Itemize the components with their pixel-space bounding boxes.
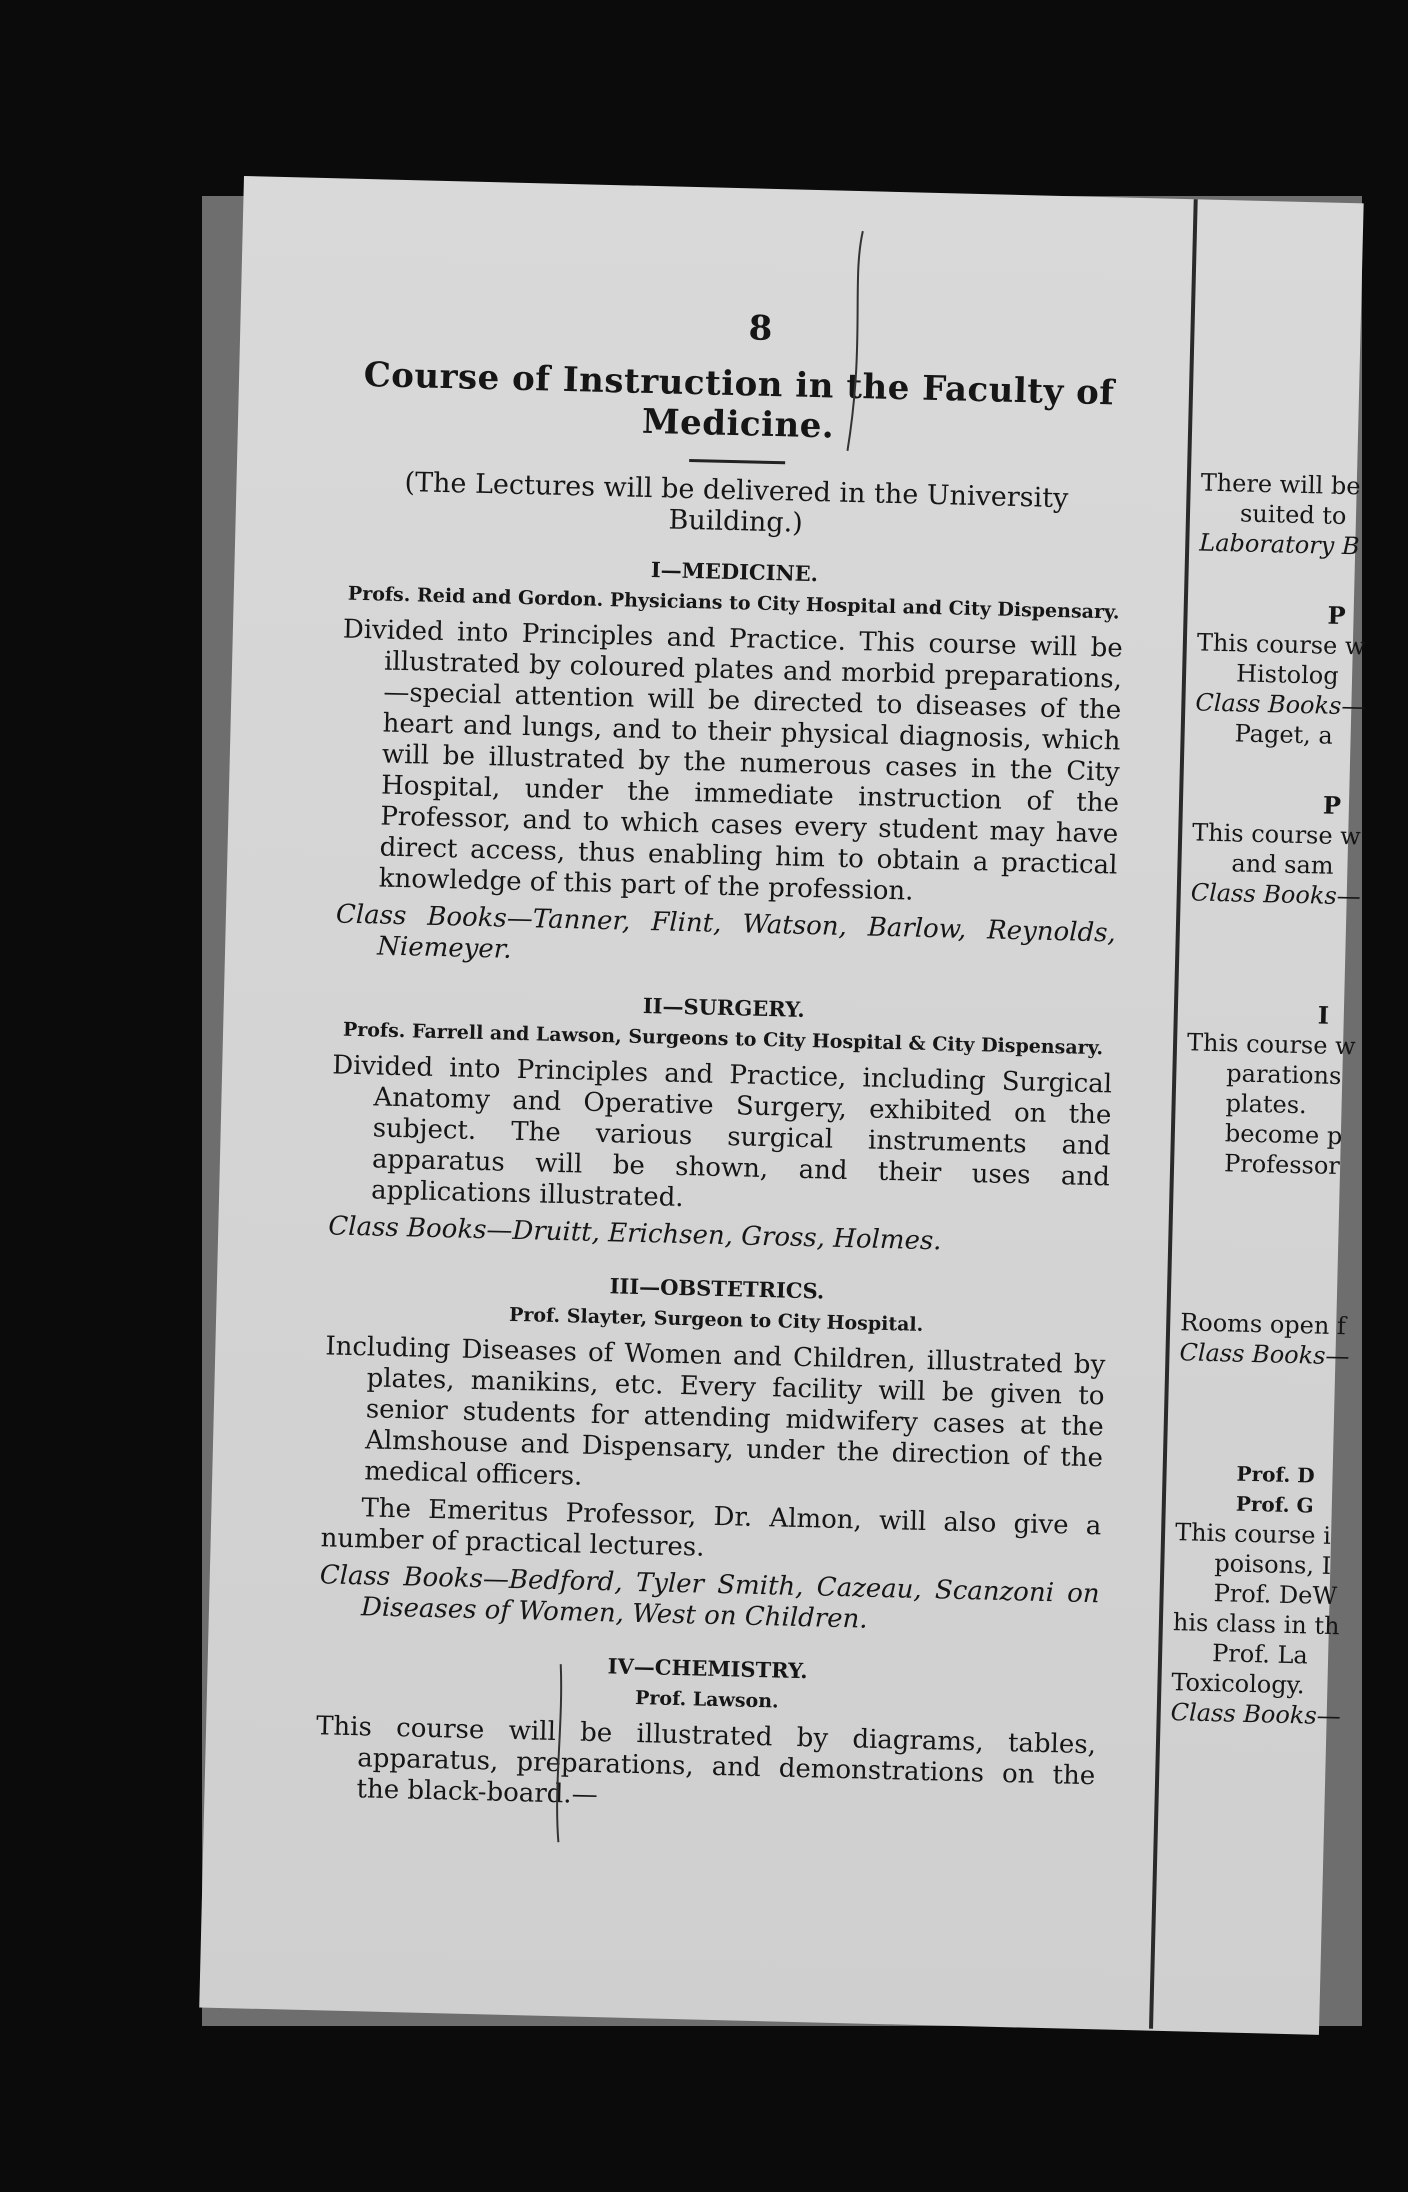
section-title: IV—CHEMISTRY. bbox=[607, 1653, 808, 1684]
section-paragraph: Divided into Principles and Practice, including Surgical Anatomy and Operative Surgery, exhibited on the subject. The various surgical instruments and apparatus will be shown, and their uses and applications illustrated. bbox=[331, 1050, 1113, 1214]
section-medicine bbox=[335, 550, 1125, 981]
right-column-line: Class Books— bbox=[1179, 1338, 1350, 1371]
spacer bbox=[1182, 1177, 1384, 1272]
section-chemistry bbox=[314, 1646, 1098, 1823]
right-column-line: Class Books— bbox=[1195, 688, 1366, 721]
right-column-line: Histolog bbox=[1235, 659, 1339, 690]
section-paragraph: This course will be illustrated by diagrams, tables, apparatus, preparations, and demonstrations on the the black-board.— bbox=[315, 1711, 1097, 1811]
section-title: II—SURGERY. bbox=[642, 992, 806, 1022]
section-professors: Profs. Farrell and Lawson, Surgeons to City Hospital & City Dispensary. bbox=[342, 1018, 1104, 1060]
right-column-line: Laboratory B bbox=[1198, 528, 1360, 561]
section-paragraph: The Emeritus Professor, Dr. Almon, will also give a number of practical lectures. bbox=[320, 1493, 1102, 1563]
section-paragraph: Divided into Principles and Practice. This course will be illustrated by coloured plates and morbid preparations,—special attention will be directed to diseases of the heart and lungs, and to their physical diagnosis, which will be illustrated by the numerous cases in the City Hospital, under the immediate instruction of the Professor, and to which cases every student may have direct access, thus enabling him to obtain a practical knowledge of this part of the profession. bbox=[342, 614, 1124, 907]
class-books: Class Books—Druitt, Erichsen, Gross, Holmes. bbox=[327, 1211, 942, 1257]
right-column-line: This course w bbox=[1196, 628, 1366, 661]
right-column-line: Professor bbox=[1223, 1149, 1341, 1181]
scanned-page bbox=[199, 176, 1366, 2035]
left-column bbox=[314, 299, 1131, 1824]
right-column-line: suited to bbox=[1239, 499, 1347, 531]
right-column-line: P bbox=[1327, 600, 1346, 631]
spacer bbox=[1193, 747, 1394, 792]
page-subtitle: (The Lectures will be delivered in the University Building.) bbox=[404, 467, 1069, 539]
right-column-line: become p bbox=[1224, 1119, 1343, 1151]
class-books: Class Books—Bedford, Tyler Smith, Cazeau, Scanzoni on Diseases of Women, West on Children. bbox=[319, 1560, 1100, 1635]
right-column-line: Prof. DeW bbox=[1213, 1579, 1338, 1611]
right-column-line: Prof. D bbox=[1236, 1461, 1315, 1488]
section-surgery bbox=[328, 985, 1114, 1261]
section-title: III—OBSTETRICS. bbox=[609, 1273, 825, 1304]
class-books: Class Books—Tanner, Flint, Watson, Barlow, Reynolds, Niemeyer. bbox=[335, 899, 1117, 965]
right-column-line: plates. bbox=[1225, 1089, 1308, 1120]
spacer bbox=[1198, 557, 1399, 602]
section-paragraph: Including Diseases of Women and Children, illustrated by plates, manikins, etc. Every facility will be given to senior students for attending midwifery cases at the Almshouse and Dispensary, under the direction of the medical officers. bbox=[325, 1331, 1106, 1492]
right-column-line: This course w bbox=[1186, 1028, 1357, 1061]
right-column-line: Prof. G bbox=[1235, 1491, 1314, 1518]
section-professors: Profs. Reid and Gordon. Physicians to City Hospital and City Dispensary. bbox=[347, 582, 1120, 624]
right-column-line: Paget, a bbox=[1234, 719, 1334, 750]
right-column-line: This course w bbox=[1191, 818, 1362, 851]
right-column-line: Prof. La bbox=[1211, 1639, 1309, 1670]
page-number: 8 bbox=[748, 308, 773, 349]
right-column-line: Rooms open f bbox=[1179, 1308, 1347, 1341]
spacer bbox=[1177, 1367, 1379, 1462]
right-column bbox=[1170, 467, 1401, 1732]
section-obstetrics bbox=[319, 1266, 1107, 1641]
right-column-line: This course i bbox=[1174, 1518, 1332, 1550]
right-column-line: his class in th bbox=[1172, 1608, 1340, 1641]
section-title: I—MEDICINE. bbox=[650, 557, 819, 587]
right-column-line: I bbox=[1317, 1000, 1330, 1030]
section-professors: Prof. Lawson. bbox=[634, 1687, 779, 1713]
right-column-line: and sam bbox=[1231, 849, 1334, 880]
right-column-line: Toxicology. bbox=[1171, 1668, 1305, 1700]
right-column-line: poisons, I bbox=[1214, 1549, 1332, 1580]
right-column-line: There will be bbox=[1200, 468, 1361, 501]
heading-rule bbox=[689, 459, 785, 464]
spacer bbox=[1181, 1267, 1382, 1312]
right-column-line: Class Books— bbox=[1190, 878, 1362, 911]
page-heading: Course of Instruction in the Faculty of Medicine. bbox=[363, 354, 1115, 447]
spacer bbox=[1188, 907, 1390, 1002]
right-column-line: Class Books— bbox=[1170, 1698, 1342, 1731]
section-professors: Prof. Slayter, Surgeon to City Hospital. bbox=[508, 1303, 924, 1336]
right-column-line: parations bbox=[1226, 1059, 1342, 1091]
right-column-line: P bbox=[1322, 790, 1342, 820]
